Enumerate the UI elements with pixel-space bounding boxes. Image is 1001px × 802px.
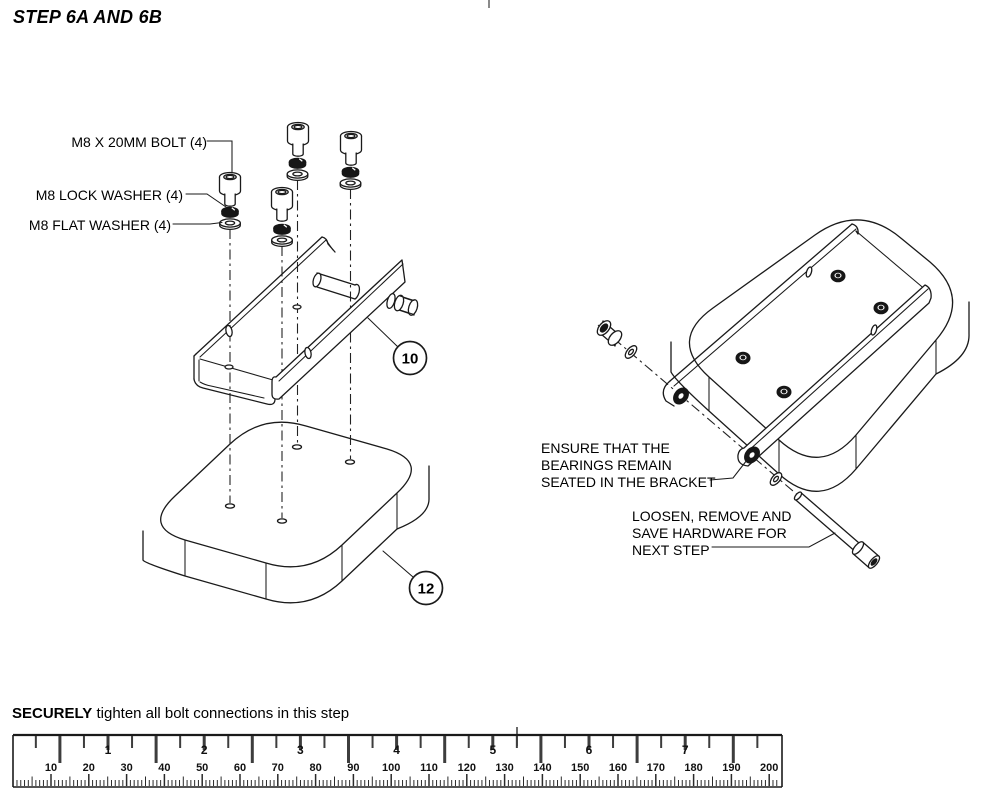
plate-hole <box>226 504 235 508</box>
ruler-mm-label: 50 <box>196 762 209 774</box>
callout-12-number: 12 <box>417 580 435 598</box>
ruler-mm-label: 40 <box>158 762 171 774</box>
plate-hole <box>293 445 302 449</box>
ruler-mm-label: 110 <box>420 762 438 774</box>
lock-washer-icon <box>342 167 359 177</box>
installed-screw-icon <box>874 302 888 314</box>
note-bearings <box>541 440 716 492</box>
ruler-mm-label: 190 <box>722 762 741 774</box>
callout-10-number: 10 <box>401 350 419 368</box>
ruler-mm-label: 180 <box>684 762 703 774</box>
footer-instruction <box>12 705 349 722</box>
note-hardware-line3: NEXT STEP <box>632 542 710 559</box>
note-bearings-line1: ENSURE THAT THE <box>541 440 670 456</box>
label-bolt: M8 X 20MM BOLT (4) <box>71 134 207 150</box>
ruler-mm-label: 80 <box>309 762 322 774</box>
installed-screw-icon <box>831 270 845 282</box>
ruler <box>13 735 782 787</box>
installed-screw-icon <box>736 352 750 364</box>
installed-screw-icon <box>777 386 791 398</box>
ruler-mm-label: 70 <box>271 762 284 774</box>
label-flat-washer: M8 FLAT WASHER (4) <box>28 217 171 233</box>
baseplate-drawing <box>143 422 429 603</box>
bracket-bolt-hole <box>225 365 233 369</box>
note-bearings-line2: BEARINGS REMAIN <box>541 457 672 474</box>
bracket-drawing <box>194 237 419 404</box>
footer-instruction-text: tighten all bolt connections in this step <box>92 705 350 722</box>
callout-10 <box>368 318 427 375</box>
ruler-inch-label: 5 <box>489 743 497 757</box>
footer-instruction-emphasis: SECURELY <box>12 705 93 722</box>
lock-washer-icon <box>222 207 239 217</box>
lock-washer-icon <box>274 224 291 234</box>
flat-washer-icon <box>272 236 293 247</box>
flat-washer-icon <box>287 170 308 181</box>
ruler-inch-label: 1 <box>104 743 112 757</box>
plate-hole <box>278 519 287 523</box>
bolt-icon <box>220 173 241 207</box>
flat-washer-icon <box>220 219 241 230</box>
ruler-inch-label: 3 <box>297 743 304 757</box>
ruler-mm-label: 20 <box>82 762 95 774</box>
ruler-mm-label: 150 <box>571 762 590 774</box>
plate-hole <box>346 460 355 464</box>
ruler-mm-label: 140 <box>533 762 552 774</box>
flat-washer-icon <box>340 179 361 190</box>
note-hardware-line1: LOOSEN, REMOVE AND <box>632 508 792 524</box>
lock-washer-icon <box>289 158 306 168</box>
removed-nut-washer <box>595 318 639 360</box>
ruler-mm-label: 100 <box>382 762 401 774</box>
ruler-mm-label: 160 <box>608 762 628 774</box>
ruler-inch-label: 7 <box>681 743 689 757</box>
page-title: STEP 6A AND 6B <box>13 7 163 27</box>
ruler-mm-label: 60 <box>233 762 247 774</box>
flat-washer-icon <box>768 471 784 488</box>
ruler-inch-label: 4 <box>393 743 400 757</box>
note-hardware <box>632 508 791 560</box>
ruler-mm-label: 200 <box>760 762 779 774</box>
note-hardware-line2: SAVE HARDWARE FOR <box>632 525 787 542</box>
ruler-mm-label: 90 <box>347 762 360 774</box>
ruler-inch-label: 2 <box>200 743 208 757</box>
ruler-mm-label: 130 <box>495 762 514 774</box>
bolt-icon <box>341 132 362 166</box>
ruler-mm-label: 10 <box>44 762 58 774</box>
bearing-tube <box>312 272 360 299</box>
bolt-icon <box>288 123 309 157</box>
pivot-nut <box>385 293 419 317</box>
ruler-mm-label: 170 <box>646 762 665 774</box>
note-bearings-line3: SEATED IN THE BRACKET <box>541 474 716 491</box>
bolt-hardware-set <box>220 123 362 247</box>
label-lock-washer: M8 LOCK WASHER (4) <box>35 187 183 203</box>
bracket-bolt-hole <box>293 305 301 309</box>
ruler-inch-label: 6 <box>585 743 593 757</box>
callout-12 <box>383 551 443 605</box>
ruler-mm-label: 120 <box>457 762 476 774</box>
exploded-view-drawing <box>143 123 443 605</box>
bolt-icon <box>272 188 293 222</box>
ruler-mm-label: 30 <box>120 762 133 774</box>
